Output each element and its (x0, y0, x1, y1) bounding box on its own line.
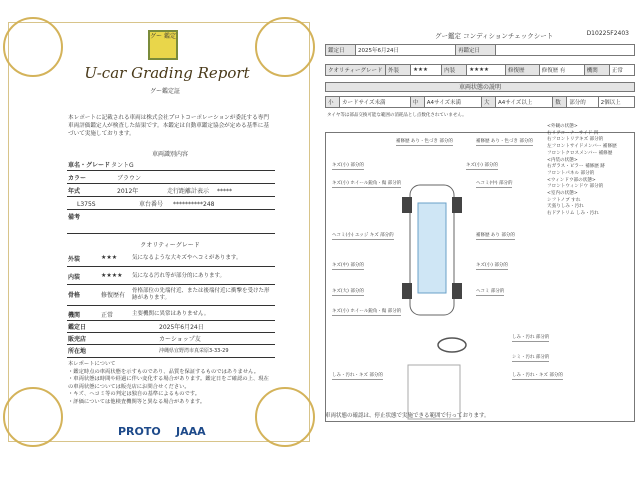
damage-label: ヘコミ 部分的 (476, 289, 505, 294)
remarks-row: 備考 (67, 212, 275, 234)
document-id: D10225F2403 (586, 30, 629, 37)
report-notes: 本レポートについて ・鑑定時点の車両状態を示すものであり、品質を保証するものではありません。 ・車両状態は時間や経過に伴い変化する場合があります。鑑定日をご確認の上、現在の車両状態については販売店にお問合せください。 ・キズ、ヘコミ等の判定は独自の基準によるものです。 ・評価については他検査機関等と異なる場合があります。 (68, 361, 269, 405)
grade-frame: 骨格 修復歴有 骨格部位の先端付近、または後端付近に衝撃を受けた形跡があります。 (67, 286, 275, 306)
jaaa-logo: JAAA (176, 425, 206, 438)
damage-label: シミ・汚れ 部分的 (512, 355, 550, 360)
shop-row: 販売店 カーショップ友 (67, 334, 275, 345)
front-left-wheel (402, 197, 412, 213)
grade-interior: 内装 ★★★★ 気になる汚れ等が部分的にあります。 (67, 268, 275, 285)
grade-engine: 機関 正常 主要機関に異常はありません。 (67, 307, 275, 321)
damage-label: ヘコミ(小) エッジ キズ 部分的 (332, 233, 394, 238)
damage-label: しみ・汚れ・キズ 部分的 (512, 373, 563, 378)
car-roof-glass (418, 203, 446, 293)
condition-check-sheet (325, 14, 635, 470)
sheet-caption: グー鑑定 コンディションチェックシート (435, 32, 554, 40)
condition-legend: <外観の状態> 右リアコーナーサイド 凹 右フロントリアキズ 部分的 左フロントサイドメンバー 補修歴 フロントクロスメンバー 補修歴 <内装の状態> 右ガラス・ピラー 補修歴 跡 フロントパネル 部分的 <ウィンドウ部の状態> フロントウィンドウ 部分的 <室内の状態> シフトノブ すれ 天張りしみ・汚れ 右ドアトリム しみ・汚れ (547, 124, 617, 217)
steering-wheel-icon (438, 338, 466, 352)
damage-label: ヘコミ(中) 部分的 (476, 181, 513, 186)
damage-label: 補修歴 あり・色づき 部分的 (396, 139, 453, 144)
grade-exterior: 外装 ★★★ 気になるような大キズやヘコミがあります。 (67, 250, 275, 267)
front-right-wheel (452, 197, 462, 213)
damage-label: キズ(小) 部分的 (476, 263, 508, 268)
rear-right-wheel (452, 283, 462, 299)
grade-table: クオリティーグレード 外装 ★★★ 内装 ★★★★ 修復歴 修復歴 有 機関 正常 (325, 64, 635, 76)
ornament-corner (3, 387, 63, 447)
report-subtitle: グー鑑定証 (149, 88, 180, 95)
legend-note: タイヤ等は部品交換可能な範囲の消耗品とし点数化されていません。 (327, 113, 467, 118)
damage-label: キズ(中) 部分的 (332, 263, 364, 268)
size-legend-table: 小 カードサイズ未満 中 A4サイズ未満 大 A4サイズ以上 数 部分的 2個以上 (325, 96, 635, 108)
damage-label: キズ(小) 部分的 (466, 163, 498, 168)
color-row: カラー ブラウン (67, 173, 275, 184)
state-section-header: 車両状態の説明 (325, 82, 635, 92)
model-row: 車名・グレード タントG (67, 160, 275, 171)
report-title: U-car Grading Report (84, 64, 250, 82)
chassis-row: L375S 車台番号 **********248 (67, 199, 275, 210)
quality-grade-title: クオリティーグレード (140, 242, 200, 249)
inspection-date-row: 鑑定日 2025年6月24日 (67, 322, 275, 333)
damage-label: しみ・汚れ 部分的 (512, 335, 550, 340)
header-table: 鑑定日 2025年6月24日 再鑑定日 (325, 44, 635, 56)
damage-label: キズ(小) 部分的 (332, 163, 364, 168)
damage-label: しみ・汚れ・キズ 部分的 (332, 373, 383, 378)
sheet-footer: 車両状態の確認は、停止状態で実施できる範囲で行っております。 (325, 413, 490, 419)
goo-kantei-logo: グー 鑑定 (148, 30, 178, 60)
damage-label: 補修歴 あり・色づき 部分的 (476, 139, 533, 144)
damage-label: キズ(小) ホイール鋭角・傷 部分的 (332, 181, 402, 186)
report-intro: 本レポートに記載される車両は株式会社プロトコーポレーションが委託する専門車両評価鑑定人が検査した結果です。本鑑定は自動車鑑定協会が定める基準に基づいて実施しております。 (68, 115, 269, 137)
proto-logo: PROTO (118, 425, 161, 438)
damage-label: キズ(小) ホイール鋭角・傷 部分的 (332, 309, 402, 314)
address-row: 所在地 沖縄県宜野湾市真栄原3-33-29 (67, 346, 275, 358)
damage-label: キズ(大) 部分的 (332, 289, 364, 294)
damage-label: 補修歴 あり 部分的 (476, 233, 515, 238)
rear-left-wheel (402, 283, 412, 299)
year-row: 年式 2012年 走行距離計表示 ***** (67, 186, 275, 197)
vehicle-section-title: 車両識別内容 (151, 151, 188, 158)
